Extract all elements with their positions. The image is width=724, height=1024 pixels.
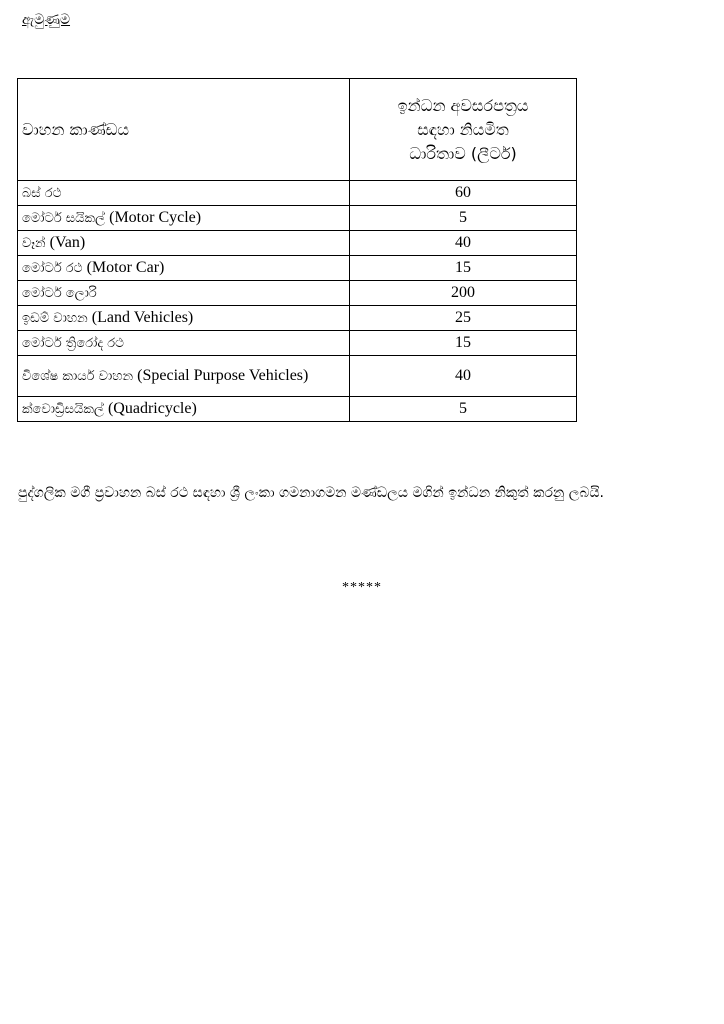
- header-vehicle-category: වාහන කාණ්ඩය: [18, 79, 350, 181]
- vehicle-category-en: (Motor Cycle): [109, 208, 202, 226]
- fuel-limit-cell: 25: [350, 306, 577, 331]
- vehicle-category-si: මෝටර් ත්‍රිරෝද රථ: [22, 335, 124, 351]
- table-row: [18, 231, 577, 256]
- fuel-limit-cell: 40: [350, 356, 577, 397]
- fuel-limit-cell: 15: [350, 256, 577, 281]
- vehicle-category-si: ඉඩම් වාහන: [22, 310, 92, 326]
- vehicle-category-en: (Motor Car): [86, 258, 165, 276]
- table-row: [18, 306, 577, 331]
- fuel-limit-cell: 5: [350, 397, 577, 422]
- table-row: [18, 397, 577, 422]
- vehicle-category-cell: [18, 256, 350, 281]
- table-row: [18, 281, 577, 306]
- vehicle-category-cell: [18, 397, 350, 422]
- end-marker: *****: [342, 580, 382, 595]
- vehicle-category-en: (Van): [49, 233, 86, 251]
- table-row: [18, 256, 577, 281]
- vehicle-category-si: විශේෂ කාර්ය වාහන: [22, 368, 138, 384]
- fuel-limit-cell: 200: [350, 281, 577, 306]
- vehicle-category-cell: [18, 206, 350, 231]
- fuel-quota-table: [17, 78, 577, 422]
- vehicle-category-si: මෝටර් ලොරි: [22, 285, 97, 301]
- header-fuel-limit-line3: ධාරිතාව (ලීටර්): [409, 143, 517, 163]
- vehicle-category-cell: [18, 231, 350, 256]
- vehicle-category-si: ක්වොඩ්‍රිසයිකල්: [22, 401, 108, 417]
- note-paragraph: පුද්ගලික මගී ප්‍රවාහන බස් රථ සඳහා ශ්‍රී ලංකා ගමනාගමන මණ්ඩලය මගින් ඉන්ධන නිකුත් කරනු ලබයි.: [18, 485, 604, 501]
- vehicle-category-cell: [18, 306, 350, 331]
- vehicle-category-en: (Land Vehicles): [91, 308, 194, 326]
- annex-title: ඇමුණුම: [22, 12, 71, 28]
- header-fuel-limit: [350, 79, 577, 181]
- fuel-limit-cell: 60: [350, 181, 577, 206]
- vehicle-category-en: (Quadricycle): [107, 399, 197, 417]
- vehicle-category-cell: [18, 181, 350, 206]
- vehicle-category-si: බස් රථ: [22, 185, 62, 201]
- table-header-row: [18, 79, 577, 181]
- vehicle-category-si: මෝටර් සයිකල්: [22, 210, 110, 226]
- vehicle-category-cell: [18, 331, 350, 356]
- vehicle-category-en: (Special Purpose Vehicles): [137, 366, 309, 384]
- fuel-limit-cell: 5: [350, 206, 577, 231]
- fuel-limit-cell: 15: [350, 331, 577, 356]
- fuel-limit-cell: 40: [350, 231, 577, 256]
- table-row: [18, 331, 577, 356]
- table-row: [18, 181, 577, 206]
- vehicle-category-cell: [18, 281, 350, 306]
- table-row: [18, 356, 577, 397]
- table-row: [18, 206, 577, 231]
- header-fuel-limit-line2: සඳහා නියමිත: [417, 119, 509, 139]
- vehicle-category-cell: [18, 356, 350, 397]
- vehicle-category-si: මෝටර් රථ: [22, 260, 87, 276]
- header-fuel-limit-line1: ඉන්ධන අවසරපත්‍රය: [397, 95, 529, 115]
- vehicle-category-si: වෑන්: [22, 235, 50, 251]
